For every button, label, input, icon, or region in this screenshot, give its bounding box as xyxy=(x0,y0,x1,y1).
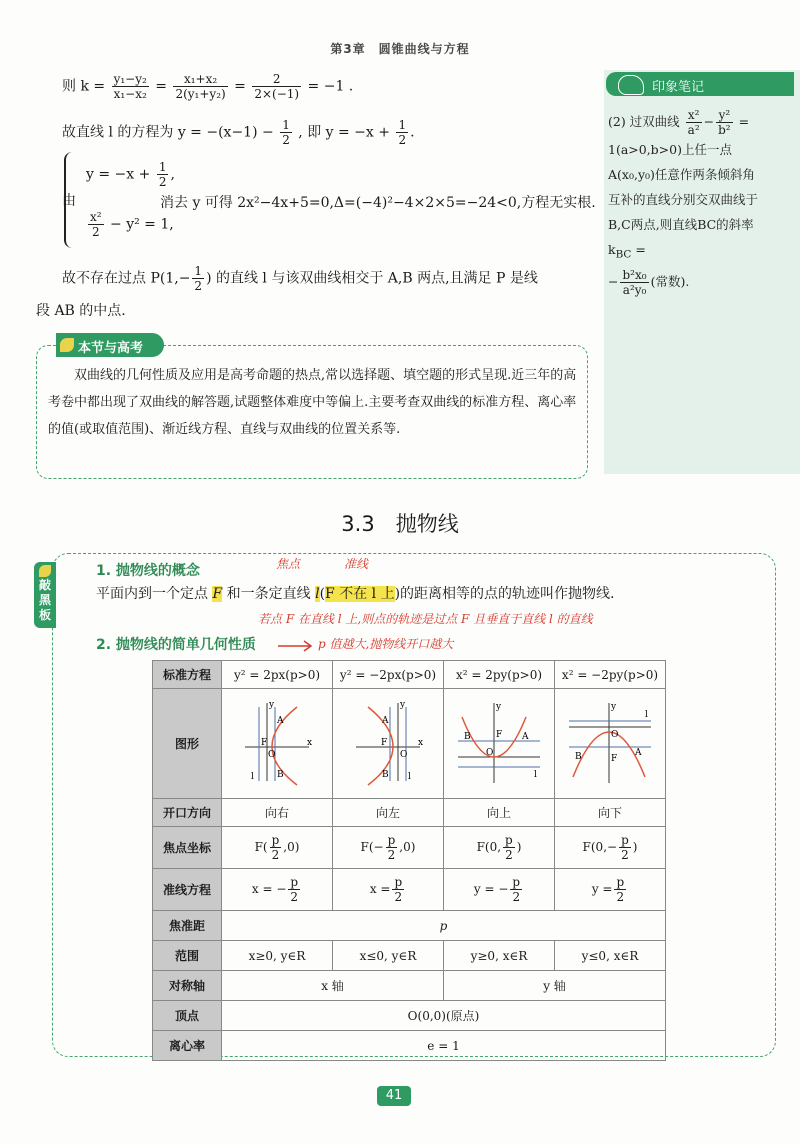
svg-text:l: l xyxy=(645,710,648,720)
svg-text:A: A xyxy=(277,716,284,726)
table-row: 焦准距 p xyxy=(153,911,666,941)
p-annotation: p 值越大,抛物线开口越大 xyxy=(318,637,454,651)
svg-text:F: F xyxy=(496,730,503,740)
line-l: l xyxy=(315,586,320,602)
svg-text:B: B xyxy=(382,770,389,780)
table-row: 顶点 O(0,0)(原点) xyxy=(153,1001,666,1031)
svg-text:F: F xyxy=(381,738,388,748)
system-eq-2: $\frac{\text{x²}}{2}$ − y² = 1, xyxy=(90,210,174,239)
svg-text:O: O xyxy=(268,750,276,760)
properties-table xyxy=(152,660,666,1061)
svg-text:l: l xyxy=(251,772,254,782)
conclusion-line-1: 故不存在过点 P(1,− $\frac{1}{2}$ ) 的直线 l 与该双曲线相交于 A,B 两点,且满足 P 是线 xyxy=(62,264,538,293)
graph-up xyxy=(444,689,555,799)
svg-text:F: F xyxy=(261,738,268,748)
svg-text:B: B xyxy=(464,732,471,742)
table-row: 对称轴 x 轴 y 轴 xyxy=(153,971,666,1001)
table-row: 焦点坐标 F( $\frac{p}{2}$ ,0) F(− $\frac{p}{2}$ ,0) F(0, $\frac{p}{2}$ ) F(0,− $\frac{p}{2}$ ) xyxy=(153,827,666,869)
system-prefix: 由 xyxy=(62,193,76,209)
notes-title: 印象笔记 xyxy=(652,80,705,95)
table-row: 范围 x≥0, y∈R x≤0, y∈R y≥0, x∈R y≤0, x∈R xyxy=(153,941,666,971)
exam-text: 双曲线的几何性质及应用是高考命题的热点,常以选择题、填空题的形式呈现.近三年的高考卷中都出现了双曲线的解答题,试题整体难度中等偏上.主要考查双曲线的标准方程、离心率的值(或取值范围)、渐近线方程、直线与双曲线的位置关系等. xyxy=(48,368,577,437)
svg-text:x: x xyxy=(307,738,313,748)
table-row: 离心率 e = 1 xyxy=(153,1031,666,1061)
svg-text:y: y xyxy=(269,700,275,710)
svg-text:x: x xyxy=(418,738,424,748)
graph-down xyxy=(555,689,666,799)
board-tab: 敲黑板 xyxy=(34,562,56,628)
table-row: 标准方程 y² = 2px(p>0) y² = −2px(p>0) x² = 2py(p>0) x² = −2py(p>0) xyxy=(153,661,666,689)
solution-line-2: 故直线 l 的方程为 y = −(x−1) − $\frac{1}{2}$ , 即 y = −x + $\frac{1}{2}$ . xyxy=(62,118,415,147)
svg-text:l: l xyxy=(408,772,411,782)
concept-title: 1. 抛物线的概念 xyxy=(96,563,200,579)
system-brace xyxy=(64,152,76,248)
focus-annotation: 焦点 xyxy=(276,557,301,571)
chapter-header: 第3章 圆锥曲线与方程 xyxy=(330,42,470,56)
note-slope-fraction: $\frac{\text{b²x₀}}{\text{a²y₀}}$ xyxy=(622,267,647,297)
properties-title: 2. 抛物线的简单几何性质 xyxy=(96,637,256,653)
svg-text:O: O xyxy=(486,748,494,758)
system-eq-1: y = −x + $\frac{1}{2}$ , xyxy=(86,160,175,189)
page-number: 41 xyxy=(377,1086,411,1106)
system-conclusion: 消去 y 可得 2x²−4x+5=0,Δ=(−4)²−4×2×5=−24<0,方程无实根. xyxy=(160,195,596,211)
note-fraction-y: $\frac{\text{y²}}{\text{b²}}$ xyxy=(718,108,731,137)
definition-line: 平面内到一个定点 F 和一条定直线 l(F 不在 l 上)的距离相等的点的轨迹叫作抛物线. xyxy=(96,586,615,602)
solution-line-1: 则 k = $\frac{\text{y₁−y₂}}{\text{x₁−x₂}}$ = $\frac{\text{x₁+x₂}}{\text{2(y₁+y₂)}}$ = $\frac{2}{2\times(-1)}$ = −1 . xyxy=(62,72,354,101)
svg-text:A: A xyxy=(635,748,642,758)
table-row: 准线方程 x = − $\frac{p}{2}$ x = $\frac{p}{2}$ y = − $\frac{p}{2}$ y = $\frac{p}{2}$ xyxy=(153,869,666,911)
svg-text:y: y xyxy=(400,700,406,710)
focus-F: F xyxy=(212,586,223,602)
conclusion-line-2: 段 AB 的中点. xyxy=(36,303,126,319)
degenerate-note: 若点 F 在直线 l 上,则点的轨迹是过点 F 且垂直于直线 l 的直线 xyxy=(258,612,593,626)
note-body: (2) 过双曲线 $\frac{\text{x²}}{\text{a²}}$ − $\frac{\text{y²}}{\text{b²}}$ = 1(a>0,b>0)上任一点A(x₀,y₀)任意作两条倾斜角互补的直线分别交双曲线于B,C两点,则直线BC的斜率$k_{BC}$ = − $\frac{\text{b²x₀}}{\text{a²y₀}}$ (常数). xyxy=(608,108,759,297)
svg-text:l: l xyxy=(534,770,537,780)
leaf-icon xyxy=(39,565,51,577)
note-fraction-x: $\frac{\text{x²}}{\text{a²}}$ xyxy=(687,108,700,137)
svg-text:B: B xyxy=(575,752,582,762)
table-row: 开口方向 向右 向左 向上 向下 xyxy=(153,799,666,827)
exam-badge: 本节与高考 xyxy=(56,333,164,357)
svg-text:F: F xyxy=(611,754,618,764)
graph-right xyxy=(222,689,333,799)
svg-text:B: B xyxy=(277,770,284,780)
leaf-icon xyxy=(60,338,74,352)
svg-text:A: A xyxy=(522,732,529,742)
svg-text:O: O xyxy=(400,750,408,760)
arrow-icon xyxy=(276,634,316,654)
elephant-icon xyxy=(618,75,644,95)
svg-text:O: O xyxy=(611,730,619,740)
condition-highlight: F 不在 l 上 xyxy=(325,586,395,602)
notes-header xyxy=(606,72,794,96)
svg-text:y: y xyxy=(496,702,502,712)
graph-left xyxy=(333,689,444,799)
table-row: 图形 O F A B l x y O F A B l x y O F A B l y O F A B l y xyxy=(153,689,666,799)
section-title: 3.3 抛物线 xyxy=(341,512,459,536)
svg-text:A: A xyxy=(382,716,389,726)
directrix-annotation: 准线 xyxy=(344,557,369,571)
svg-text:y: y xyxy=(611,702,617,712)
